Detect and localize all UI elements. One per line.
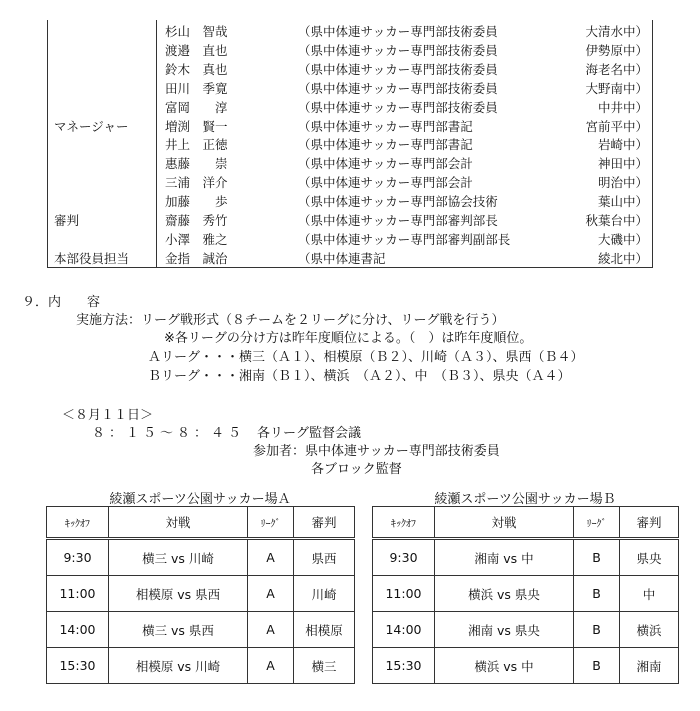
venue-b-schedule (372, 506, 679, 684)
staff-position: （県中体連サッカー専門部技術委員 (298, 24, 498, 39)
staff-school: 明治中） (597, 175, 648, 191)
staff-school: 海老名中） (585, 61, 648, 77)
kickoff-time: 9:30 (373, 539, 435, 576)
kickoff-time: 15:30 (47, 648, 109, 684)
method-text: 実施方法：リーグ戦形式（８チームを２リーグに分け、リーグ戦を行う） (76, 313, 505, 328)
table-row (373, 539, 679, 576)
kickoff-header: ｷｯｸｵﾌ (373, 507, 435, 539)
participants-2: 各ブロック監督 (311, 462, 402, 477)
staff-row (48, 192, 652, 211)
referee: 横三 (294, 648, 355, 684)
referee: 県央 (620, 539, 679, 576)
grouping-note: ※各リーグの分け方は昨年度順位による。（ ）は昨年度順位。 (164, 331, 533, 346)
staff-position: （県中体連サッカー専門部書記 (298, 137, 473, 153)
staff-position: （県中体連サッカー専門部技術委員 (298, 61, 498, 77)
league: B (574, 576, 620, 612)
staff-name: 小澤 雅之 (165, 231, 228, 247)
staff-row (48, 249, 652, 268)
referee: 湘南 (620, 648, 679, 684)
staff-name: 田川 季寛 (165, 80, 228, 96)
match: 横浜 vs 県央 (435, 576, 574, 612)
staff-row (48, 41, 652, 60)
league: A (248, 539, 294, 576)
staff-role: 本部役員担当 (54, 250, 130, 266)
venue-a-title: 綾瀬スポーツ公園サッカー場Ａ (109, 492, 291, 507)
table-row (47, 539, 355, 576)
meeting-title: 各リーグ監督会議 (257, 426, 362, 441)
match: 湘南 vs 県央 (435, 612, 574, 648)
staff-name: 惠藤 崇 (165, 156, 228, 172)
staff-school: 岩崎中） (597, 137, 648, 153)
table-row (47, 576, 355, 612)
section-heading: ９．内 容 (22, 295, 101, 310)
staff-row (48, 22, 652, 41)
referee: 横浜 (620, 612, 679, 648)
match: 相模原 vs 川崎 (109, 648, 248, 684)
staff-name: 富岡 淳 (165, 99, 228, 115)
staff-row (48, 154, 652, 173)
staff-position: （県中体連サッカー専門部審判部長 (298, 213, 498, 228)
kickoff-time: 14:00 (47, 612, 109, 648)
staff-position: （県中体連サッカー専門部技術委員 (298, 42, 498, 58)
league-a-text: Ａリーグ・・・横三（Ａ１）、相模原（Ｂ２）、川崎（Ａ３）、県西（Ｂ４） (148, 350, 584, 365)
kickoff-time: 11:00 (373, 576, 435, 612)
staff-name: 加藤 歩 (165, 194, 228, 210)
staff-name: 齋藤 秀竹 (165, 213, 228, 228)
referee: 中 (620, 576, 679, 612)
staff-school: 秋葉台中） (585, 213, 648, 228)
league-header: ﾘｰｸﾞ (574, 507, 620, 539)
table-row (373, 576, 679, 612)
table-row (47, 612, 355, 648)
staff-position: （県中体連サッカー専門部会計 (298, 156, 473, 172)
referee-header: 審判 (294, 507, 355, 539)
staff-name: 増渕 賢一 (165, 118, 228, 134)
staff-row (48, 135, 652, 154)
staff-row (48, 211, 652, 230)
staff-row (48, 98, 652, 117)
staff-name: 杉山 智哉 (165, 24, 228, 39)
staff-position: （県中体連書記 (298, 250, 386, 266)
league-b-text: Ｂリーグ・・・湘南（Ｂ１）、横浜 （Ａ２）、中 （Ｂ３）、県央（Ａ４） (148, 369, 571, 384)
match: 湘南 vs 中 (435, 539, 574, 576)
staff-role: マネージャー (54, 118, 129, 134)
table-row (373, 612, 679, 648)
staff-school: 神田中） (597, 156, 648, 172)
league-header: ﾘｰｸﾞ (248, 507, 294, 539)
league: A (248, 648, 294, 684)
staff-table (47, 20, 653, 268)
match: 横三 vs 川崎 (109, 539, 248, 576)
kickoff-time: 15:30 (373, 648, 435, 684)
referee: 相模原 (294, 612, 355, 648)
referee: 川崎 (294, 576, 355, 612)
staff-name: 渡邉 直也 (165, 42, 228, 58)
staff-row (48, 117, 652, 136)
table-row (47, 648, 355, 684)
staff-name: 鈴木 真也 (165, 61, 228, 77)
league: A (248, 612, 294, 648)
venue-b-title: 綾瀬スポーツ公園サッカー場Ｂ (434, 492, 616, 507)
staff-name: 三浦 洋介 (165, 175, 228, 191)
staff-school: 綾北中） (597, 250, 648, 266)
staff-row (48, 60, 652, 79)
kickoff-time: 9:30 (47, 539, 109, 576)
staff-position: （県中体連サッカー専門部技術委員 (298, 99, 498, 115)
staff-position: （県中体連サッカー専門部技術委員 (298, 80, 498, 96)
match: 横浜 vs 中 (435, 648, 574, 684)
league: A (248, 576, 294, 612)
staff-row (48, 230, 652, 249)
league: B (574, 612, 620, 648)
match: 横三 vs 県西 (109, 612, 248, 648)
staff-position: （県中体連サッカー専門部会計 (298, 175, 473, 191)
staff-school: 葉山中） (597, 194, 648, 210)
staff-row (48, 79, 652, 98)
participants-label: 参加者：県中体連サッカー専門部技術委員 (253, 444, 500, 459)
staff-school: 中井中） (597, 99, 648, 115)
table-row (373, 648, 679, 684)
staff-school: 宮前平中） (585, 118, 648, 134)
staff-row (48, 173, 652, 192)
referee-header: 審判 (620, 507, 679, 539)
kickoff-time: 14:00 (373, 612, 435, 648)
kickoff-header: ｷｯｸｵﾌ (47, 507, 109, 539)
staff-position: （県中体連サッカー専門部書記 (298, 118, 473, 134)
staff-school: 大清水中） (585, 24, 648, 39)
staff-position: （県中体連サッカー専門部審判副部長 (298, 231, 511, 247)
kickoff-time: 11:00 (47, 576, 109, 612)
staff-position: （県中体連サッカー専門部協会技術 (298, 194, 498, 210)
match-header: 対戦 (109, 507, 248, 539)
meeting-time: ８：１５〜８：４５ (92, 426, 246, 441)
referee: 県西 (294, 539, 355, 576)
match: 相模原 vs 県西 (109, 576, 248, 612)
league: B (574, 648, 620, 684)
league: B (574, 539, 620, 576)
match-header: 対戦 (435, 507, 574, 539)
staff-school: 大野南中） (585, 80, 648, 96)
staff-role: 審判 (54, 213, 80, 228)
staff-name: 井上 正徳 (165, 137, 228, 153)
date-label: ＜８月１１日＞ (62, 408, 154, 423)
venue-a-schedule (46, 506, 355, 684)
staff-school: 伊勢原中） (585, 42, 648, 58)
staff-school: 大磯中） (597, 231, 648, 247)
staff-name: 金指 誠治 (165, 250, 228, 266)
